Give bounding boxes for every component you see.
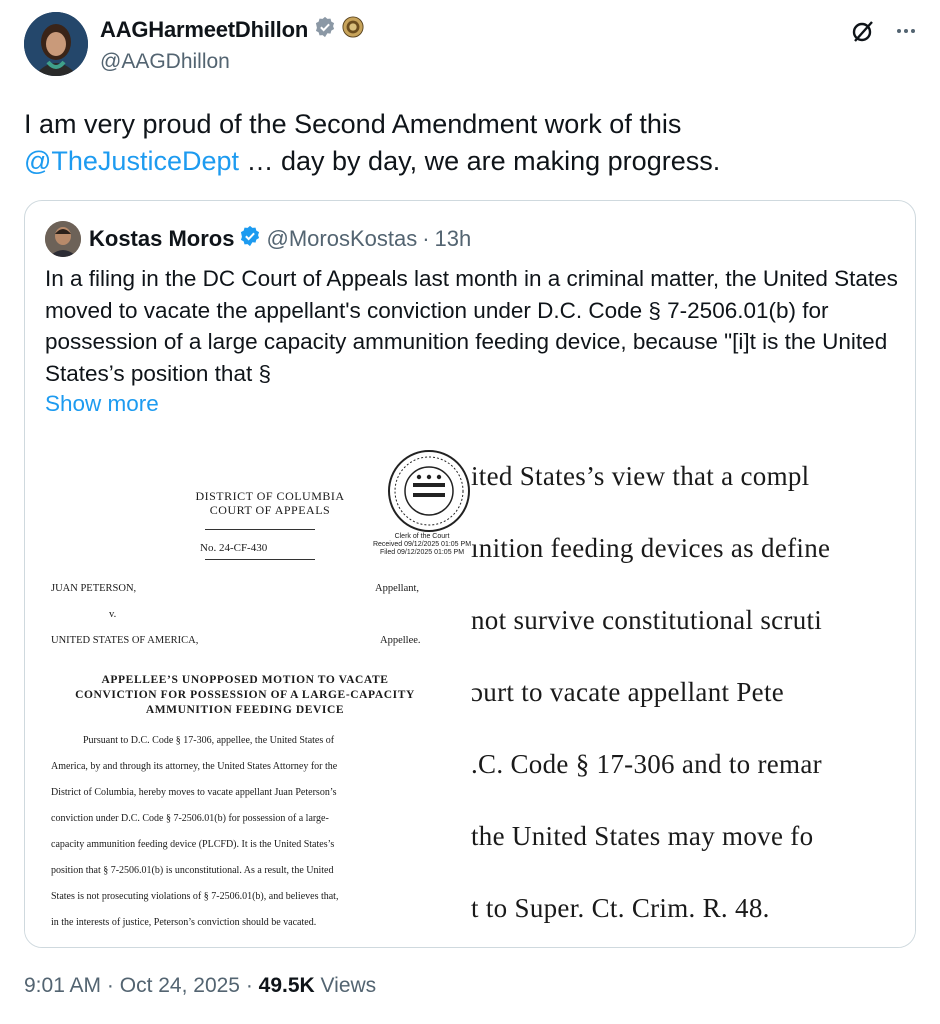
- post-text-line1: I am very proud of the Second Amendment work of this: [24, 109, 682, 139]
- zoom-line: ɔurt to vacate appellant Pete: [471, 677, 785, 707]
- zoom-line: ited States’s view that a compl: [471, 461, 810, 491]
- body-line: conviction under D.C. Code § 7-2506.01(b) for possession of a large-: [51, 813, 329, 824]
- zoom-line: t to Super. Ct. Crim. R. 48.: [471, 893, 770, 923]
- body-line: position that § 7-2506.01(b) is unconstitutional. As a result, the United: [51, 865, 334, 876]
- appellee-label: Appellee.: [380, 635, 421, 646]
- document-zoom-crop: [471, 441, 915, 947]
- clerk-stamp: [367, 533, 477, 557]
- views-count: 49.5K: [258, 974, 315, 997]
- zoom-line: the United States may move fo: [471, 821, 814, 851]
- separator-dot: ·: [422, 226, 430, 251]
- zoom-line: not survive constitutional scruti: [471, 605, 823, 635]
- mention-link[interactable]: @TheJusticeDept: [24, 146, 239, 176]
- motion-title: [55, 673, 435, 718]
- quoted-author-avatar[interactable]: [45, 221, 81, 257]
- quoted-post[interactable]: [24, 200, 916, 948]
- show-more-link[interactable]: Show more: [45, 391, 159, 416]
- court-line1: DISTRICT OF COLUMBIA: [195, 489, 345, 503]
- quoted-age[interactable]: 13h: [434, 226, 472, 251]
- author-name-row: [100, 16, 364, 43]
- case-number: No. 24-CF-430: [200, 542, 268, 554]
- more-icon[interactable]: [894, 19, 918, 43]
- post-time[interactable]: 9:01 AM: [24, 974, 102, 997]
- clerk-line2: Received 09/12/2025 01:05 PM: [372, 541, 472, 548]
- author-avatar[interactable]: [24, 12, 88, 76]
- body-line: Pursuant to D.C. Code § 17-306, appellee, the United States of: [83, 735, 335, 746]
- court-line2: COURT OF APPEALS: [209, 503, 331, 517]
- body-line: District of Columbia, hereby moves to vacate appellant Juan Peterson’s: [51, 787, 337, 798]
- post-text: [24, 106, 904, 180]
- divider: [205, 529, 315, 530]
- post-text-line2: … day by day, we are making progress.: [239, 146, 721, 176]
- post-actions: [850, 18, 918, 44]
- views-label: Views: [320, 974, 377, 997]
- document-page: [25, 441, 472, 947]
- separator-dot: ·: [106, 974, 120, 997]
- government-seal-icon: [342, 16, 364, 43]
- body-line: in the interests of justice, Peterson’s conviction should be vacated.: [51, 917, 317, 928]
- body-line: America, by and through its attorney, the United States Attorney for the: [51, 761, 338, 772]
- court-seal-icon: [387, 449, 471, 533]
- verified-badge-icon: [239, 225, 261, 253]
- appellant-name: JUAN PETERSON,: [51, 583, 137, 594]
- quoted-header: [89, 225, 471, 253]
- body-line: States is not prosecuting violations of § 7-2506.01(b), and believes that,: [51, 891, 339, 902]
- separator-dot: ·: [245, 974, 259, 997]
- author-handle[interactable]: @AAGDhillon: [100, 50, 230, 73]
- versus: v.: [109, 609, 117, 620]
- grok-icon[interactable]: [850, 18, 876, 44]
- author-display-name[interactable]: AAGHarmeetDhillon: [100, 16, 309, 42]
- document-image[interactable]: [25, 441, 915, 947]
- clerk-line1: Clerk of the Court: [394, 533, 450, 540]
- verified-badge-icon: [314, 16, 336, 43]
- zoom-line: ınition feeding devices as define: [471, 533, 831, 563]
- quoted-handle[interactable]: @MorosKostas: [266, 226, 418, 251]
- zoom-line: .C. Code § 17-306 and to remar: [471, 749, 822, 779]
- motion-line1: APPELLEE’S UNOPPOSED MOTION TO VACATE: [101, 674, 389, 686]
- court-name: [160, 489, 380, 517]
- motion-line3: AMMUNITION FEEDING DEVICE: [145, 704, 345, 716]
- appellant-label: Appellant,: [375, 583, 420, 594]
- post-meta: [24, 974, 376, 998]
- body-line: capacity ammunition feeding device (PLCFD). It is the United States’s: [51, 839, 335, 850]
- quoted-display-name[interactable]: Kostas Moros: [89, 226, 235, 251]
- divider: [205, 559, 315, 560]
- post-date[interactable]: Oct 24, 2025: [119, 974, 240, 997]
- motion-line2: CONVICTION FOR POSSESSION OF A LARGE-CAPACITY: [75, 689, 415, 701]
- clerk-line3: Filed 09/12/2025 01:05 PM: [379, 549, 465, 556]
- appellee-name: UNITED STATES OF AMERICA,: [51, 635, 199, 646]
- quoted-text: In a filing in the DC Court of Appeals last month in a criminal matter, the United States moved to vacate the appellant's conviction under D.C. Code § 7-2506.01(b) for possession of a large capacity ammunition feeding device, because "[i]t is the United States’s position that §: [45, 266, 898, 386]
